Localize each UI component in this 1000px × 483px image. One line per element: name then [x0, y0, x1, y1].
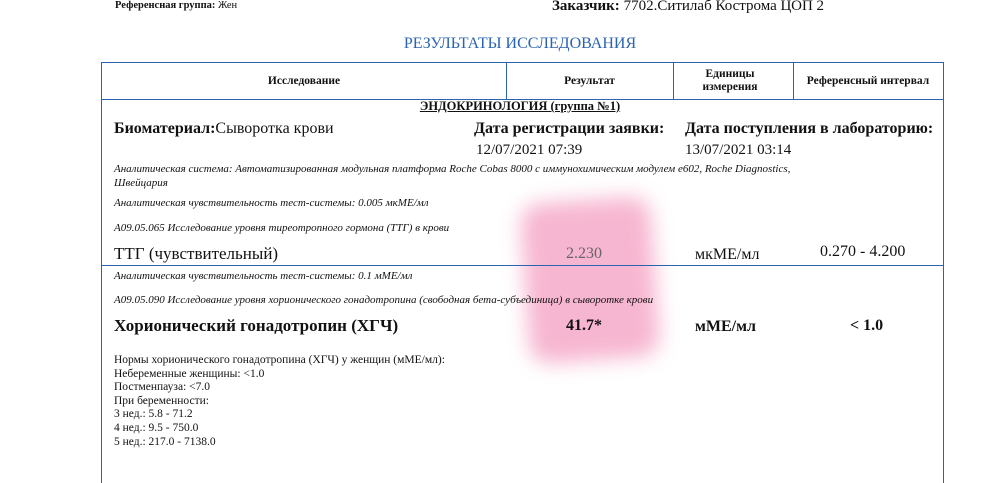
ref-group-value: Жен — [218, 0, 238, 11]
col-result: Результат — [564, 74, 615, 87]
test-range: < 1.0 — [850, 317, 884, 334]
ref-group — [115, 0, 237, 11]
biomaterial-value: Сыворотка крови — [215, 120, 334, 137]
test-units: мкМЕ/мл — [695, 246, 760, 263]
lab-date-label: Дата поступления в лабораторию: — [685, 120, 934, 137]
note-line: Постменпауза: <7.0 — [114, 381, 211, 394]
test-sensitivity: Аналитическая чувствительность тест-системы: 0.1 мМЕ/мл — [114, 270, 413, 282]
table-header — [102, 63, 943, 100]
reg-date-label: Дата регистрации заявки: — [474, 120, 665, 137]
col-units: Единицы измерения — [702, 68, 758, 93]
reg-date-value: 12/07/2021 07:39 — [476, 142, 583, 158]
test-result: 41.7* — [566, 317, 602, 334]
lab-date-value: 13/07/2021 03:14 — [685, 142, 792, 158]
col-study: Исследование — [267, 74, 341, 87]
hcg-norms — [114, 354, 445, 449]
test-units: мМЕ/мл — [695, 318, 756, 335]
test-name: Хорионический гонадотропин (ХГЧ) — [114, 316, 399, 335]
analytic-system-cont: Швейцария — [114, 177, 168, 189]
test-range: 0.270 - 4.200 — [820, 243, 906, 260]
page-title: РЕЗУЛЬТАТЫ ИССЛЕДОВАНИЯ — [403, 35, 637, 52]
biomaterial-label: Биоматериал: — [114, 120, 216, 137]
note-line: Небеременные женщины: <1.0 — [114, 367, 265, 380]
test-code: A09.05.090 Исследование уровня хорионического гонадотропина (свободная бета-субъединица) в сыворотке крови — [114, 294, 654, 306]
note-line: 3 нед.: 5.8 - 71.2 — [114, 408, 193, 421]
test-name: ТТГ (чувствительный) — [114, 244, 279, 263]
biomaterial — [114, 120, 334, 138]
test-code: A09.05.065 Исследование уровня тиреотропного гормона (ТТГ) в крови — [114, 222, 450, 234]
note-line: 5 нед.: 217.0 - 7138.0 — [114, 435, 216, 448]
note-line: Нормы хорионического гонадотропина (ХГЧ) у женщин (мМЕ/мл): — [114, 354, 445, 366]
col-range: Референсный интервал — [806, 74, 930, 87]
section-title: ЭНДОКРИНОЛОГИЯ (группа №1) — [419, 99, 621, 113]
test-result: 2.230 — [566, 245, 602, 262]
customer-label: Заказчик: — [552, 0, 620, 14]
analytic-system: Аналитическая система: Автоматизированная модульная платформа Roche Cobas 8000 с иммунохимическим модулем e602, Roche Diagnostics, — [114, 163, 791, 175]
note-line: При беременности: — [114, 394, 209, 407]
customer — [552, 0, 824, 15]
note-line: 4 нед.: 9.5 - 750.0 — [114, 421, 199, 434]
test-sensitivity: Аналитическая чувствительность тест-системы: 0.005 мкМЕ/мл — [114, 197, 429, 209]
ref-group-label: Референсная группа: — [115, 0, 216, 11]
customer-value: 7702.Ситилаб Кострома ЦОП 2 — [623, 0, 825, 14]
